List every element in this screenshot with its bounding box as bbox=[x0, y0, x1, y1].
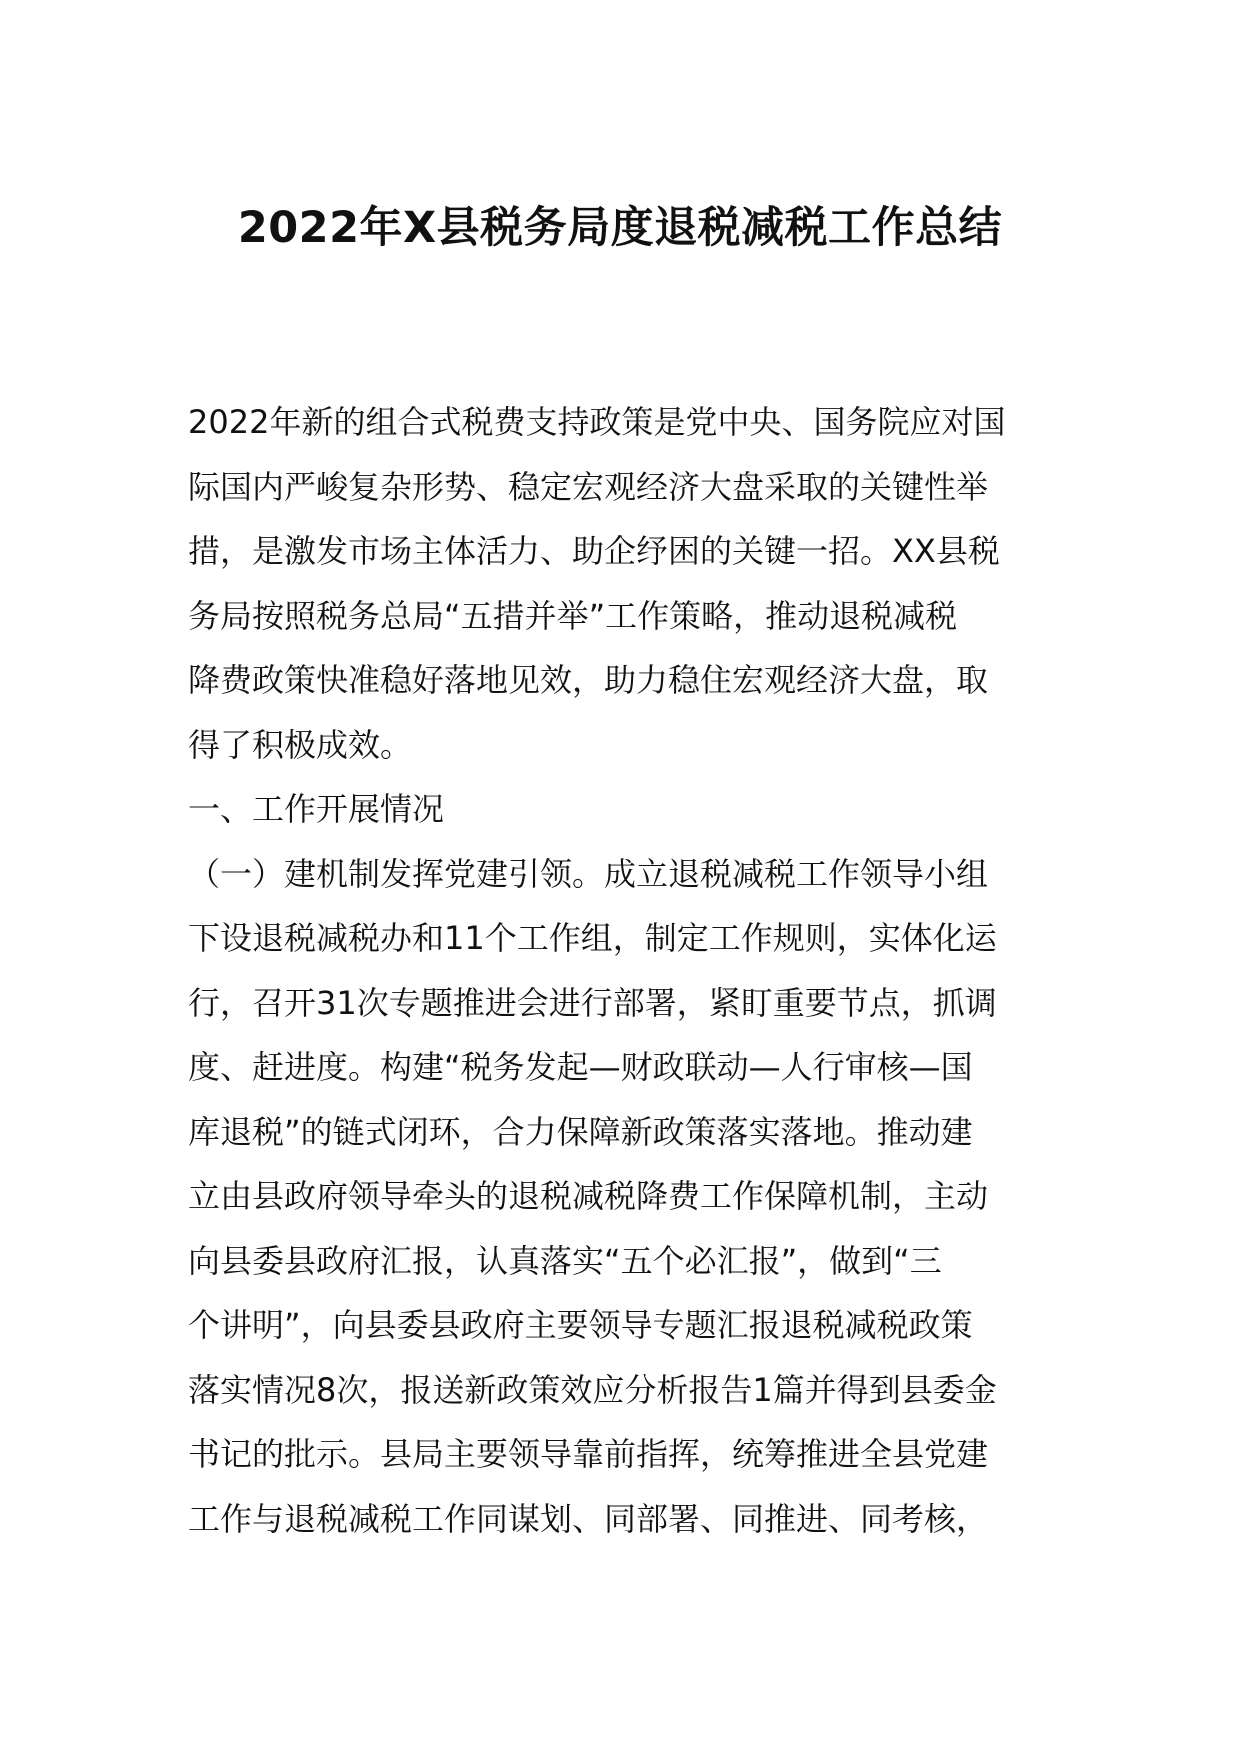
body-line: 措，是激发市场主体活力、助企纾困的关键一招。XX县税 bbox=[188, 532, 1000, 570]
body-line: 书记的批示。县局主要领导靠前指挥，统筹推进全县党建 bbox=[188, 1435, 989, 1473]
body-line: 降费政策快准稳好落地见效，助力稳住宏观经济大盘，取 bbox=[188, 661, 989, 699]
body-line: 向县委县政府汇报，认真落实“五个必汇报”，做到“三 bbox=[188, 1241, 942, 1280]
body-line: 行，召开31次专题推进会进行部署，紧盯重要节点，抓调 bbox=[188, 983, 997, 1022]
body-line: 2022年新的组合式税费支持政策是党中央、国务院应对国 bbox=[188, 403, 1006, 441]
document-body bbox=[188, 390, 1058, 1551]
body-line: 得了积极成效。 bbox=[188, 725, 413, 764]
section-heading: 一、工作开展情况 bbox=[188, 790, 445, 828]
body-line: （一）建机制发挥党建引领。成立退税减税工作领导小组 bbox=[188, 854, 989, 893]
body-line: 落实情况8次，报送新政策效应分析报告1篇并得到县委金 bbox=[188, 1370, 997, 1409]
body-line: 度、赶进度。构建“税务发起—财政联动—人行审核—国 bbox=[188, 1048, 973, 1086]
body-line: 工作与退税减税工作同谋划、同部署、同推进、同考核， bbox=[188, 1499, 989, 1538]
body-line: 际国内严峻复杂形势、稳定宏观经济大盘采取的关键性举 bbox=[188, 467, 989, 506]
body-line: 立由县政府领导牵头的退税减税降费工作保障机制，主动 bbox=[188, 1177, 989, 1215]
body-line: 个讲明”，向县委县政府主要领导专题汇报退税减税政策 bbox=[188, 1306, 973, 1344]
body-line: 库退税”的链式闭环，合力保障新政策落实落地。推动建 bbox=[188, 1112, 973, 1151]
document-title: 2022年X县税务局度退税减税工作总结 bbox=[237, 203, 1003, 253]
body-line: 务局按照税务总局“五措并举”工作策略，推动退税减税 bbox=[188, 596, 958, 635]
body-line: 下设退税减税办和11个工作组，制定工作规则，实体化运 bbox=[188, 919, 997, 957]
